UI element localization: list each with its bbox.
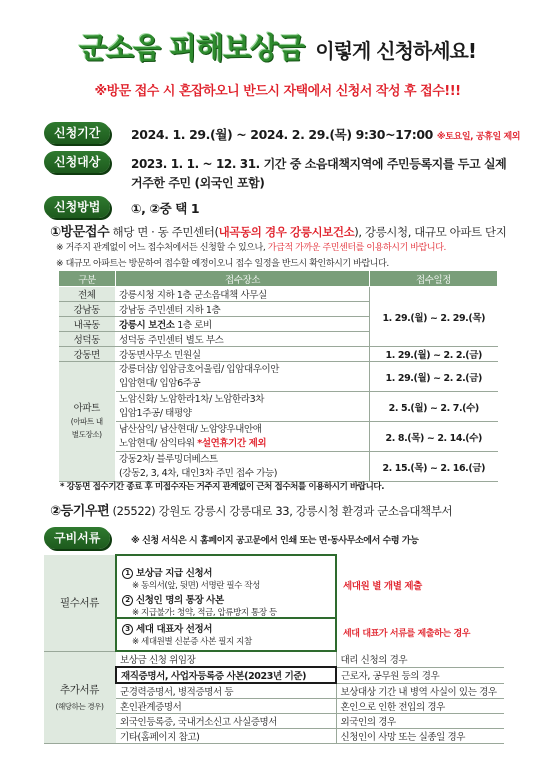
row-gu: 성덕동 [59, 332, 116, 347]
row-date: 2. 8.(목) ~ 2. 14.(수) [370, 422, 498, 452]
method-choice: ①, ②중 택 1 [131, 201, 200, 216]
visit-notice: ※방문 접수 시 혼잡하오니 반드시 자택에서 신청서 작성 후 접수!!! [94, 84, 461, 99]
required-item [122, 563, 330, 590]
table-note: * 강동면 접수기간 종료 후 미접수자는 거주지 관계없이 근처 접수처를 이용하시기 바랍니다. [60, 482, 385, 492]
row-gu: 강남동 [59, 302, 116, 317]
row-place: 강남동 주민센터 지하 1층 [116, 302, 370, 317]
table-row [59, 452, 498, 482]
title-main: 군소음 피해보상금 [79, 31, 305, 65]
required-sub: ※ 세대원별 신분증 사본 필지 지참 [132, 636, 252, 647]
required-item [122, 590, 330, 617]
visit-title: ①방문접수 [50, 225, 110, 240]
apt-label: 아파트 [73, 403, 100, 414]
row-place: 강동면사무소 민원실 [116, 347, 370, 362]
row-date: 1. 29.(월) ~ 2. 2.(금) [370, 362, 498, 392]
table-row [59, 347, 498, 362]
period-label: 신청기간 [44, 122, 110, 144]
required-box [116, 555, 336, 651]
target-line2: 거주한 주민 (외국인 포함) [131, 176, 265, 190]
holiday-note: *설연휴기간 제외 [197, 437, 267, 449]
schedule-table [58, 270, 498, 482]
visit-text-2: ), 강릉시청, 대규모 아파트 단지 [354, 225, 507, 239]
additional-doc: 재직증명서, 사업자등록증 사본(2023년 기준) [116, 667, 336, 683]
required-notes [336, 555, 504, 651]
apt-place-line: 남산삼익/ 남산현대/ 노암양우내안애 [119, 423, 262, 435]
row-place [116, 422, 370, 452]
visit-text-1: 해당 면 · 동 주민센터( [112, 225, 219, 239]
apt-place-line: 강동2차/ 블루밍더베스트 [119, 453, 218, 465]
apt-place-line: 입암현대/ 입암6주공 [119, 377, 201, 389]
row-place: 강릉시청 지하 1층 군소음대책 사무실 [116, 287, 370, 302]
circle-num-2: 2 [122, 595, 133, 606]
row-date: 2. 5.(월) ~ 2. 7.(수) [370, 392, 498, 422]
apt-place-text: 노암현대/ 삼익타워 [119, 437, 195, 449]
header-date: 접수일정 [370, 271, 498, 287]
mail-line [50, 500, 452, 519]
required-head: 보상금 지급 신청서 [136, 567, 213, 579]
documents-table [44, 554, 504, 744]
required-note-2: 세대 대표가 서류를 제출하는 경우 [343, 629, 471, 639]
apt-gu [59, 362, 116, 482]
additional-case: 외국인의 경우 [336, 714, 504, 729]
table-row [59, 362, 498, 392]
row-date: 1. 29.(월) ~ 2. 2.(금) [370, 347, 498, 362]
required-sub: ※ 지급불가: 청약, 적금, 압류방지 통장 등 [132, 607, 277, 618]
required-head: 신청인 명의 통장 사본 [136, 594, 224, 606]
row-place [116, 362, 370, 392]
visit-red: 내곡동의 경우 강릉시보건소 [218, 225, 355, 239]
row-place-rest: 1층 로비 [174, 320, 212, 331]
row-date: 2. 15.(목) ~ 2. 16.(금) [370, 452, 498, 482]
required-sub: ※ 동의서(앞, 뒷면) 서명란 필수 작성 [132, 580, 260, 591]
additional-case: 근로자, 공무원 등의 경우 [336, 667, 504, 683]
row-gu: 전체 [59, 287, 116, 302]
row-place-bold: 강릉시 보건소 [119, 320, 175, 331]
method-note-2: ※ 대규모 아파트는 방문하여 접수할 예정이오니 접수 일정을 반드시 확인하시기 바랍니다. [56, 259, 389, 269]
schedule-header [59, 271, 498, 287]
target-line1: 2023. 1. 1. ~ 12. 31. 기간 중 소음대책지역에 주민등록지를 두고 실제 [131, 157, 507, 171]
additional-doc: 보상금 신청 위임장 [116, 651, 336, 667]
visit-line [50, 221, 506, 240]
row-place [116, 317, 370, 332]
row-place [116, 392, 370, 422]
row-place [116, 452, 370, 482]
row-place: 성덕동 주민센터 별도 부스 [116, 332, 370, 347]
apt-sub-2: 별도장소) [71, 430, 102, 439]
header-place: 접수장소 [116, 271, 370, 287]
apt-place-line: 강릉더샵/ 입암금호어울림/ 입암대우이안 [119, 363, 280, 375]
table-row [59, 422, 498, 452]
target-label: 신청대상 [44, 151, 110, 173]
additional-case: 보상대상 기간 내 병역 사실이 있는 경우 [336, 683, 504, 699]
table-row [59, 287, 498, 302]
method-note-1-red: 가급적 가까운 주민센터를 이용하시기 바랍니다. [267, 243, 446, 253]
apt-place-line [119, 437, 366, 451]
additional-doc: 기타(홈페이지 참고) [116, 729, 336, 744]
mail-text: (25522) 강원도 강릉시 강릉대로 33, 강릉시청 환경과 군소음대책부서 [112, 504, 453, 518]
apt-place-line: 입암1주공/ 태평양 [119, 407, 192, 419]
circle-num-1: 1 [122, 568, 133, 579]
additional-label: 추가서류 [60, 684, 99, 697]
additional-case: 신청인이 사망 또는 실종일 경우 [336, 729, 504, 744]
required-item [117, 617, 335, 647]
page-title [0, 26, 555, 67]
apt-place-line: 노암신화/ 노암한라1차/ 노암한라3차 [119, 393, 265, 405]
apt-place-line: (강동2, 3, 4차, 대인3차 주민 접수 가능) [119, 467, 278, 479]
mail-title: ②등기우편 [50, 504, 110, 519]
method-note-1 [56, 240, 446, 253]
additional-doc: 혼인관계증명서 [116, 699, 336, 714]
period-text [131, 125, 520, 143]
required-label: 필수서류 [44, 555, 116, 651]
table-row [59, 392, 498, 422]
required-note-1: 세대원 별 개별 제출 [343, 581, 422, 592]
row-gu: 내곡동 [59, 317, 116, 332]
documents-label: 구비서류 [44, 527, 110, 549]
additional-case: 대리 신청의 경우 [336, 651, 504, 667]
row-date: 1. 29.(월) ~ 2. 29.(목) [370, 287, 498, 347]
documents-note: ※ 신청 서식은 시 홈페이지 공고문에서 인쇄 또는 면·동사무소에서 수령 가능 [131, 536, 419, 546]
period-note: ※토요일, 공휴일 제외 [436, 132, 521, 142]
header-gu: 구분 [59, 271, 116, 287]
title-sub: 이렇게 신청하세요! [315, 39, 476, 63]
method-note-1a: ※ 거주지 관계없이 어느 접수처에서든 신청할 수 있으나, [56, 243, 266, 253]
additional-doc: 외국인등록증, 국내거소신고 사실증명서 [116, 714, 336, 729]
required-row [44, 555, 504, 651]
additional-case: 혼인으로 인한 전입의 경우 [336, 699, 504, 714]
additional-label-cell [44, 651, 116, 744]
period-dates: 2024. 1. 29.(월) ~ 2024. 2. 29.(목) 9:30~17:00 [131, 127, 433, 142]
row-gu: 강동면 [59, 347, 116, 362]
apt-sub-1: (아파트 내 [70, 417, 103, 426]
additional-doc: 군경력증명서, 병적증명서 등 [116, 683, 336, 699]
required-head: 세대 대표자 선정서 [136, 623, 213, 635]
method-label: 신청방법 [44, 196, 110, 218]
table-row [44, 651, 504, 667]
circle-num-3: 3 [122, 624, 133, 635]
additional-sub: (해당하는 경우) [55, 702, 104, 712]
